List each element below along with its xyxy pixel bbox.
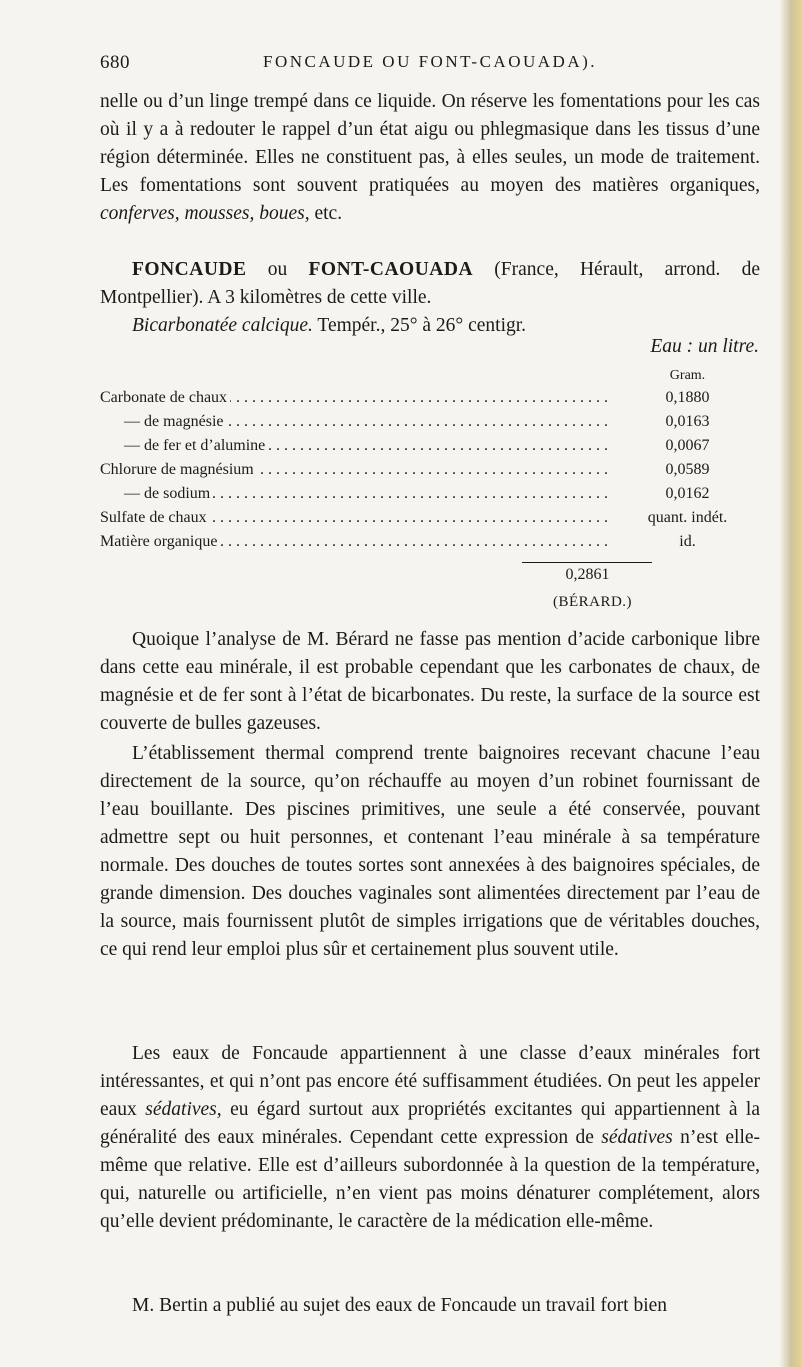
table-row <box>100 410 760 434</box>
italic-term: sédatives <box>601 1127 673 1148</box>
row-label: Carbonate de chaux <box>100 389 230 406</box>
row-value: id. <box>679 533 696 550</box>
intro-italic-terms: conferves, mousses, boues, <box>100 203 310 224</box>
paragraph-text: eu égard surtout aux propriétés excitantes qui appartiennent à la généralité des eaux minérales. Cependant cette expression de <box>100 1099 761 1148</box>
page-edge-shadow <box>779 0 801 1367</box>
unit-label: Gram. <box>669 368 706 383</box>
entry-classification: Bicarbonatée calcique. <box>132 315 313 336</box>
table-caption: Eau : un litre. <box>650 336 759 357</box>
entry-temperature: Tempér., 25° à 26° centigr. <box>317 315 527 336</box>
body-paragraph <box>100 1040 760 1236</box>
entry-title: FONCAUDE <box>132 259 247 280</box>
final-line <box>100 1292 760 1320</box>
row-label: — de magnésie <box>100 413 227 430</box>
row-value: 0,0589 <box>665 461 710 478</box>
intro-text: nelle ou d’un linge trempé dans ce liquide. On réserve les fomentations pour les cas où il y a à redouter le rappel d’un état aigu ou phlegmasique dans les tissus d’une région déterminée. Elles ne constituent pas, à elles seules, un mode de traitement. Les fomentations sont souvent pratiquées au moyen des matières organiques, <box>100 91 760 196</box>
row-label: — de sodium <box>100 485 213 502</box>
row-label: Chlorure de magnésium <box>100 461 257 478</box>
entry-heading <box>100 256 760 340</box>
paragraph-text: Quoique l’analyse de M. Bérard ne fasse pas mention d’acide carbonique libre dans cette eau minérale, il est probable cependant que les carbonates de chaux, de magnésie et de fer sont à l’état de bicarbonates. Du reste, la surface de la source est couverte de bulles gazeuses. <box>100 629 760 734</box>
table-row <box>100 434 760 458</box>
running-title: FONCAUDE OU FONT-CAOUADA). <box>262 52 598 71</box>
table-row <box>100 506 760 530</box>
paragraph-text: Les eaux de Foncaude appartiennent à une classe d’eaux minérales fort intéressantes, et qui n’ont pas encore été suffisamment étudiées. On peut les appeler eaux <box>100 1043 760 1120</box>
analysis-source: (BÉRARD.) <box>552 594 633 610</box>
row-value: quant. indét. <box>647 509 728 526</box>
row-value: 0,0067 <box>665 437 710 454</box>
page-header <box>100 52 760 82</box>
paragraph-text: L’établissement thermal comprend trente baignoires recevant chacune l’eau directement de la source, qu’on réchauffe au moyen d’un robinet fournissant de l’eau bouillante. Des piscines primitives, une seule a été conservée, pouvant admettre sept ou huit personnes, et contenant l’eau minérale à sa température normale. Des douches de toutes sortes sont annexées à des baignoires spéciales, de grande dimension. Des douches vaginales sont alimentées directement par l’eau de la source, mais fournissent plutôt de simples irrigations que de véritables douches, ce qui rend leur emploi plus sûr et certainement plus souvent utile. <box>100 743 760 960</box>
row-label: Matière organique <box>100 533 220 550</box>
table-row <box>100 458 760 482</box>
entry-location: (France, Hérault, arrond. de Montpellier). A 3 kilomètres de cette ville. <box>100 259 760 308</box>
body-paragraph <box>100 740 760 964</box>
paragraph-text: n’est elle-même que relative. Elle est d’ailleurs subordonnée à la question de la température, qui, naturelle ou artificielle, n’en vient pas moins dénaturer complétement, alors qu’elle devient prédominante, le caractère de la médication elle-même. <box>100 1127 761 1232</box>
body-paragraph <box>100 626 760 738</box>
italic-term: sédatives, <box>145 1099 222 1120</box>
table-total: 0,2861 <box>565 566 610 583</box>
table-row <box>100 530 760 554</box>
table-row <box>100 386 760 410</box>
row-value: 0,0162 <box>665 485 710 502</box>
intro-paragraph <box>100 88 760 228</box>
analysis-table <box>100 366 760 554</box>
entry-connector: ou <box>267 259 288 280</box>
paragraph-text: M. Bertin a publié au sujet des eaux de Foncaude un travail fort bien <box>132 1295 668 1316</box>
entry-title-alt: FONT-CAOUADA <box>308 259 474 280</box>
intro-etc: etc. <box>314 203 343 224</box>
row-label: Sulfate de chaux <box>100 509 210 526</box>
page-number: 680 <box>100 52 130 73</box>
row-label: — de fer et d’alumine <box>100 437 268 454</box>
row-value: 0,1880 <box>665 389 710 406</box>
sum-rule <box>522 562 652 563</box>
row-value: 0,0163 <box>665 413 710 430</box>
table-row <box>100 482 760 506</box>
